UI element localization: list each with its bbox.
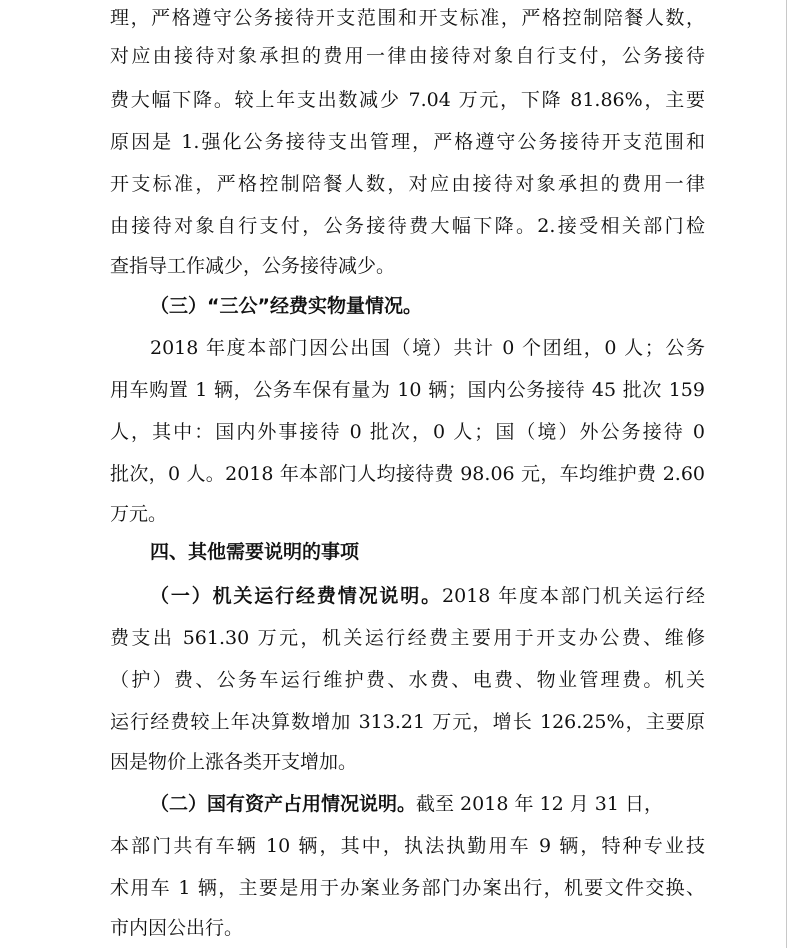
- text-run: 因是物价上涨各类开支增加。: [110, 751, 358, 773]
- text-run: 费大幅下降。较上年支出数减少 7.04 万元，下降 81.86%，主要: [110, 89, 705, 111]
- text-run: 市内因公出行。: [110, 917, 244, 939]
- text-run: 理，严格遵守公务接待开支范围和开支标准，严格控制陪餐人数，: [110, 7, 705, 29]
- text-run: 术用车 1 辆，主要是用于办案业务部门办案出行，机要文件交换、: [110, 877, 705, 899]
- text-line-20: [150, 780, 705, 828]
- text-run: 四、其他需要说明的事项: [150, 541, 360, 563]
- page-edge-divider: [786, 0, 787, 948]
- text-run: 用车购置 1 辆，公务车保有量为 10 辆；国内公务接待 45 批次 159: [110, 379, 705, 401]
- text-line-3: [110, 76, 705, 124]
- text-line-19: [110, 738, 705, 786]
- section-heading-three-public: [150, 282, 705, 330]
- text-run: 截至 2018 年 12 月 31 日，: [416, 793, 663, 815]
- text-line-2: [110, 32, 705, 80]
- text-run: （护）费、公务车运行维护费、水费、电费、物业管理费。机关: [110, 669, 705, 691]
- text-run: 批次，0 人。2018 年本部门人均接待费 98.06 元，车均维护费 2.60: [110, 463, 705, 485]
- section-heading-other-matters: [150, 528, 705, 576]
- text-line-11: [110, 408, 705, 456]
- subheading-run: （一）机关运行经费情况说明。: [150, 585, 443, 607]
- text-run: 费支出 561.30 万元，机关运行经费主要用于开支办公费、维修: [110, 627, 705, 649]
- text-line-23: [110, 904, 705, 952]
- text-line-5: [110, 160, 705, 208]
- text-line-21: [110, 822, 705, 870]
- text-line-9: [150, 324, 705, 372]
- text-line-10: [110, 366, 705, 414]
- text-run: 2018 年度本部门机关运行经: [442, 585, 705, 607]
- text-run: 对应由接待对象承担的费用一律由接待对象自行支付，公务接待: [110, 45, 705, 67]
- text-line-4: [110, 118, 705, 166]
- text-run: 人，其中：国内外事接待 0 批次，0 人；国（境）外公务接待 0: [110, 421, 705, 443]
- text-run: 本部门共有车辆 10 辆，其中，执法执勤用车 9 辆，特种专业技: [110, 835, 705, 857]
- text-run: 2018 年度本部门因公出国（境）共计 0 个团组，0 人；公务: [150, 337, 705, 359]
- text-run: （三）“三公”经费实物量情况。: [150, 295, 422, 317]
- text-run: 由接待对象自行支付，公务接待费大幅下降。2.接受相关部门检: [110, 215, 705, 237]
- text-run: 开支标准，严格控制陪餐人数，对应由接待对象承担的费用一律: [110, 173, 705, 195]
- text-run: 运行经费较上年决算数增加 313.21 万元，增长 126.25%，主要原: [110, 711, 705, 733]
- text-run: 查指导工作减少，公务接待减少。: [110, 255, 396, 277]
- text-line-15: [150, 572, 705, 620]
- subheading-run: （二）国有资产占用情况说明。: [150, 793, 417, 815]
- text-line-16: [110, 614, 705, 662]
- text-run: 万元。: [110, 503, 168, 525]
- text-run: 原因是 1.强化公务接待支出管理，严格遵守公务接待开支范围和: [110, 131, 705, 153]
- text-line-17: [110, 656, 705, 704]
